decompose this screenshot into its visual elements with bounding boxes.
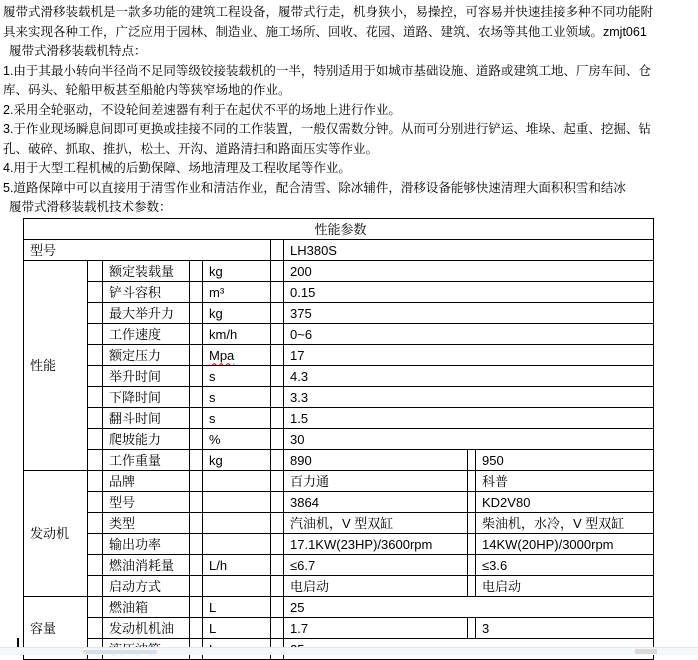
- gap-cell: [88, 366, 103, 387]
- param-name-cell: 燃油消耗量: [103, 555, 190, 576]
- gap-cell: [88, 513, 103, 534]
- gap-cell: [271, 387, 284, 408]
- gap-cell: [271, 366, 284, 387]
- gap-cell: [88, 450, 103, 471]
- value-cell: 17: [284, 345, 654, 366]
- unit-cell: L: [203, 597, 271, 618]
- unit-cell: [203, 576, 271, 597]
- horizontal-scrollbar-thumb[interactable]: [83, 650, 157, 654]
- value2-cell: KD2V80: [476, 492, 654, 513]
- model-row: [24, 240, 654, 261]
- gap-cell: [190, 471, 203, 492]
- gap-cell: [190, 408, 203, 429]
- table-row: [24, 576, 654, 597]
- value-cell: 0.15: [284, 282, 654, 303]
- table-row: [24, 324, 654, 345]
- paragraph-line: 2.采用全轮驱动，不设轮间差速器有利于在起伏不平的场地上进行作业。: [3, 102, 401, 117]
- table-row: [24, 471, 654, 492]
- group-cell: 性能: [24, 261, 88, 471]
- gap-cell: [190, 366, 203, 387]
- unit-cell: km/h: [203, 324, 271, 345]
- param-name-cell: 类型: [103, 513, 190, 534]
- param-name-cell: 铲斗容积: [103, 282, 190, 303]
- gap-cell: [88, 345, 103, 366]
- paragraph-line: 库、码头、轮船甲板甚至船舱内等狭窄场地的作业。: [3, 83, 291, 97]
- param-name-cell: 启动方式: [103, 576, 190, 597]
- gap-cell: [271, 261, 284, 282]
- table-row: [24, 261, 654, 282]
- spec-table-container: [23, 218, 654, 660]
- gap-cell: [88, 492, 103, 513]
- gap-cell: [190, 576, 203, 597]
- paragraph-line: 具来实现各种工作，广泛应用于园林、制造业、施工场所、回收、花园、道路、建筑、农场等其他工业领域。zmjt061: [3, 24, 647, 39]
- unit-cell: kg: [203, 303, 271, 324]
- gap-cell: [271, 408, 284, 429]
- param-name-cell: 额定装载量: [103, 261, 190, 282]
- table-row: [24, 429, 654, 450]
- table-row: [24, 618, 654, 639]
- param-name-cell: 工作速度: [103, 324, 190, 345]
- param-name-cell: 输出功率: [103, 534, 190, 555]
- group-cell: 容量: [24, 597, 88, 660]
- value-cell: 0~6: [284, 324, 654, 345]
- table-title-row: [24, 219, 654, 240]
- value-cell: ≤6.7: [284, 555, 468, 576]
- gap-cell: [88, 282, 103, 303]
- param-name-cell: 燃油箱: [103, 597, 190, 618]
- unit-cell: %: [203, 429, 271, 450]
- spec-table: [23, 218, 654, 660]
- value-cell: 17.1KW(23HP)/3600rpm: [284, 534, 468, 555]
- value-cell: 25: [284, 597, 654, 618]
- gap-cell: [190, 555, 203, 576]
- table-row: [24, 555, 654, 576]
- gap-cell: [88, 408, 103, 429]
- table-row: [24, 387, 654, 408]
- table-title: 性能参数: [24, 219, 654, 240]
- value-cell: 1.7: [284, 618, 468, 639]
- gap-cell: [88, 576, 103, 597]
- table-row: [24, 408, 654, 429]
- gap-cell: [271, 240, 284, 261]
- gap-cell: [190, 387, 203, 408]
- scrollbar-corner: [635, 649, 657, 654]
- gap-cell: [88, 618, 103, 639]
- value-cell: 百力通: [284, 471, 468, 492]
- gap-cell: [271, 492, 284, 513]
- gap-cell: [271, 450, 284, 471]
- unit-cell: L/h: [203, 555, 271, 576]
- gap-cell: [190, 282, 203, 303]
- model-value-cell: LH380S: [284, 240, 654, 261]
- paragraph-line: 5.道路保障中可以直接用于清雪作业和清洁作业，配合清雪、除冰辅件，滑移设备能够快速清理大面积积雪和结冰: [3, 180, 626, 195]
- model-label-cell: 型号: [24, 240, 271, 261]
- gap-cell: [271, 576, 284, 597]
- gap-cell: [271, 618, 284, 639]
- param-name-cell: 额定压力: [103, 345, 190, 366]
- gap-cell: [468, 450, 476, 471]
- value2-cell: 柴油机，水冷，V 型双缸: [476, 513, 654, 534]
- paragraph-line: 4.用于大型工程机械的后勤保障、场地清理及工程收尾等作业。: [3, 161, 351, 175]
- gap-cell: [88, 387, 103, 408]
- gap-cell: [468, 513, 476, 534]
- value-cell: 汽油机，V 型双缸: [284, 513, 468, 534]
- param-name-cell: 工作重量: [103, 450, 190, 471]
- table-row: [24, 450, 654, 471]
- value2-cell: 科普: [476, 471, 654, 492]
- gap-cell: [190, 261, 203, 282]
- document-body-text: [3, 3, 695, 218]
- unit-cell: kg: [203, 261, 271, 282]
- unit-cell: kg: [203, 450, 271, 471]
- gap-cell: [468, 471, 476, 492]
- param-name-cell: 下降时间: [103, 387, 190, 408]
- value-cell: 电启动: [284, 576, 468, 597]
- table-row: [24, 303, 654, 324]
- gap-cell: [271, 282, 284, 303]
- gap-cell: [468, 534, 476, 555]
- gap-cell: [190, 303, 203, 324]
- gap-cell: [190, 534, 203, 555]
- table-row: [24, 282, 654, 303]
- param-name-cell: 型号: [103, 492, 190, 513]
- table-row: [24, 534, 654, 555]
- unit-cell: [203, 345, 271, 366]
- value-cell: 375: [284, 303, 654, 324]
- unit-cell: s: [203, 366, 271, 387]
- gap-cell: [468, 555, 476, 576]
- param-name-cell: 最大举升力: [103, 303, 190, 324]
- value2-cell: 电启动: [476, 576, 654, 597]
- value-cell: 30: [284, 429, 654, 450]
- param-name-cell: 发动机机油: [103, 618, 190, 639]
- gap-cell: [88, 303, 103, 324]
- param-name-cell: 品牌: [103, 471, 190, 492]
- value-cell: 3864: [284, 492, 468, 513]
- gap-cell: [88, 261, 103, 282]
- value2-cell: ≤3.6: [476, 555, 654, 576]
- paragraph-line: 孔、破碎、抓取、推扒，松土、开沟、道路清扫和路面压实等作业。: [3, 141, 379, 156]
- gap-cell: [271, 555, 284, 576]
- gap-cell: [190, 492, 203, 513]
- gap-cell: [271, 345, 284, 366]
- paragraph-line: 3.于作业现场瞬息间即可更换或挂接不同的工作装置，一般仅需数分钟。从而可分别进行铲运、堆垛、起重、挖掘、钻: [3, 122, 651, 136]
- gap-cell: [468, 618, 476, 639]
- gap-cell: [271, 513, 284, 534]
- value-cell: 1.5: [284, 408, 654, 429]
- group-cell: 发动机: [24, 471, 88, 597]
- gap-cell: [271, 597, 284, 618]
- table-row: [24, 597, 654, 618]
- paragraph-line: 履带式滑移装载机特点：: [9, 44, 147, 58]
- unit-cell: s: [203, 408, 271, 429]
- param-name-cell: 举升时间: [103, 366, 190, 387]
- gap-cell: [88, 555, 103, 576]
- gap-cell: [271, 429, 284, 450]
- unit-cell: [203, 471, 271, 492]
- param-name-cell: 爬坡能力: [103, 429, 190, 450]
- gap-cell: [190, 618, 203, 639]
- gap-cell: [88, 324, 103, 345]
- gap-cell: [190, 513, 203, 534]
- gap-cell: [190, 345, 203, 366]
- value2-cell: 14KW(20HP)/3000rpm: [476, 534, 654, 555]
- table-row: [24, 345, 654, 366]
- gap-cell: [88, 597, 103, 618]
- paragraph-line: 履带式滑移装载机技术参数：: [9, 200, 172, 214]
- value2-cell: 3: [476, 618, 654, 639]
- table-row: [24, 366, 654, 387]
- unit-cell: m³: [203, 282, 271, 303]
- gap-cell: [190, 324, 203, 345]
- unit-cell: s: [203, 387, 271, 408]
- value-cell: 200: [284, 261, 654, 282]
- gap-cell: [88, 429, 103, 450]
- gap-cell: [271, 471, 284, 492]
- value2-cell: 950: [476, 450, 654, 471]
- gap-cell: [271, 534, 284, 555]
- gap-cell: [271, 324, 284, 345]
- gap-cell: [190, 450, 203, 471]
- unit-cell: [203, 513, 271, 534]
- paragraph-line: 履带式滑移装载机是一款多功能的建筑工程设备，履带式行走，机身狭小，易操控，可容易并快速挂接多种不同功能附: [3, 5, 654, 19]
- paragraph-line: 1.由于其最小转向半径尚不足同等级铰接装载机的一半，特别适用于如城市基础设施、道路或建筑工地、厂房车间、仓: [3, 63, 651, 78]
- gap-cell: [88, 471, 103, 492]
- unit-cell: [203, 534, 271, 555]
- value-cell: 890: [284, 450, 468, 471]
- value-cell: 4.3: [284, 366, 654, 387]
- unit-cell: [203, 492, 271, 513]
- unit-cell: L: [203, 618, 271, 639]
- gap-cell: [190, 597, 203, 618]
- misspelled-unit: Mpa: [209, 347, 235, 363]
- gap-cell: [468, 492, 476, 513]
- gap-cell: [190, 429, 203, 450]
- gap-cell: [271, 303, 284, 324]
- value-cell: 3.3: [284, 387, 654, 408]
- table-row: [24, 513, 654, 534]
- param-name-cell: 翻斗时间: [103, 408, 190, 429]
- table-row: [24, 492, 654, 513]
- gap-cell: [468, 576, 476, 597]
- gap-cell: [88, 534, 103, 555]
